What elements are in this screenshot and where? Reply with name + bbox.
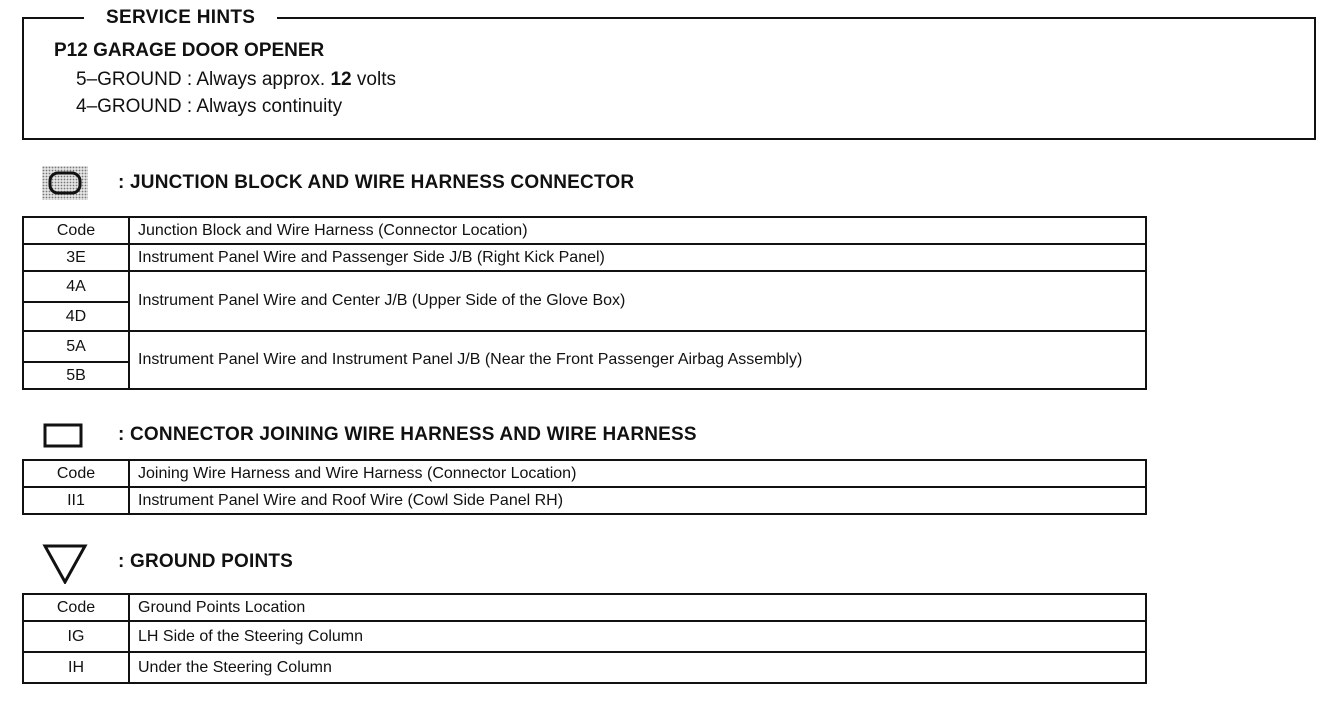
service-hints-title: SERVICE HINTS (84, 7, 277, 29)
row-code: 4A (23, 271, 129, 302)
table-header-row (23, 594, 1146, 621)
junction-section-heading (42, 166, 634, 200)
connector-section-heading (42, 418, 697, 452)
connector-table (22, 459, 1147, 515)
hint-line-5-ground: 5–GROUND : Always approx. 12 volts (76, 69, 396, 90)
code-header: Code (23, 460, 129, 487)
row-desc: Instrument Panel Wire and Roof Wire (Cowl Side Panel RH) (129, 487, 1146, 514)
table-row (23, 621, 1146, 652)
table-row (23, 244, 1146, 271)
code-header: Code (23, 594, 129, 621)
row-desc: Instrument Panel Wire and Center J/B (Upper Side of the Glove Box) (129, 271, 1146, 331)
hint-heading: P12 GARAGE DOOR OPENER (54, 40, 325, 61)
ground-table (22, 593, 1147, 684)
row-desc: LH Side of the Steering Column (129, 621, 1146, 652)
table-row (23, 331, 1146, 362)
table-header-row (23, 460, 1146, 487)
junction-table (22, 216, 1147, 390)
service-hints-box (22, 7, 1316, 140)
shaded-rounded-rectangle-icon (42, 166, 88, 200)
junction-section-label: : JUNCTION BLOCK AND WIRE HARNESS CONNECTOR (118, 172, 635, 193)
table-row (23, 271, 1146, 302)
row-code: IG (23, 621, 129, 652)
row-code: 5B (23, 362, 129, 389)
desc-header: Ground Points Location (129, 594, 1146, 621)
row-desc: Instrument Panel Wire and Passenger Side J/B (Right Kick Panel) (129, 244, 1146, 271)
row-desc: Instrument Panel Wire and Instrument Panel J/B (Near the Front Passenger Airbag Assembly) (129, 331, 1146, 389)
row-code: IH (23, 652, 129, 683)
row-code: 3E (23, 244, 129, 271)
hint-line-4-ground: 4–GROUND : Always continuity (76, 96, 343, 117)
downward-triangle-icon (42, 545, 88, 579)
ground-section-heading (42, 545, 293, 579)
desc-header: Junction Block and Wire Harness (Connector Location) (129, 217, 1146, 244)
ground-section-label: : GROUND POINTS (118, 551, 294, 572)
rectangle-icon (42, 418, 88, 452)
row-code: 5A (23, 331, 129, 362)
row-code: II1 (23, 487, 129, 514)
code-header: Code (23, 217, 129, 244)
connector-section-label: : CONNECTOR JOINING WIRE HARNESS AND WIRE HARNESS (118, 424, 697, 445)
table-row (23, 652, 1146, 683)
desc-header: Joining Wire Harness and Wire Harness (Connector Location) (129, 460, 1146, 487)
table-header-row (23, 217, 1146, 244)
table-row (23, 487, 1146, 514)
row-desc: Under the Steering Column (129, 652, 1146, 683)
row-code: 4D (23, 302, 129, 331)
